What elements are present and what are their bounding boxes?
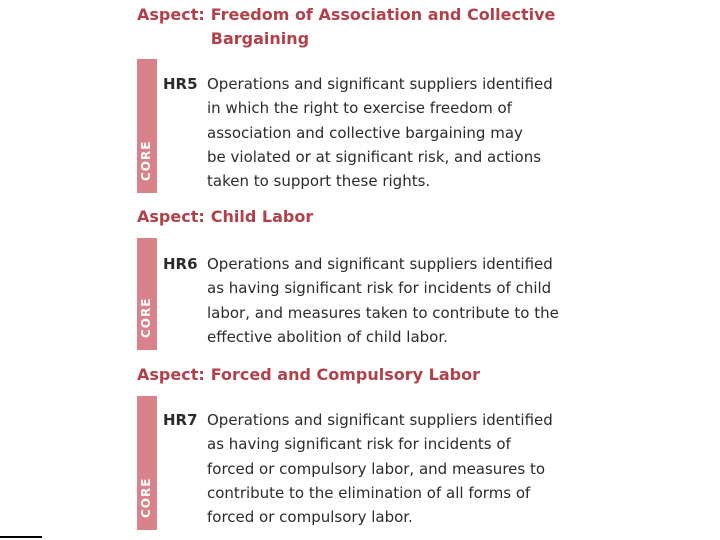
core-label: CORE bbox=[139, 140, 153, 181]
indicator-code-hr5: HR5 bbox=[163, 75, 198, 93]
aspect-label: Aspect: bbox=[137, 365, 205, 384]
aspect-name-line: Child Labor bbox=[210, 207, 314, 226]
indicator-text-line: effective abolition of child labor. bbox=[207, 327, 448, 346]
aspect-name bbox=[211, 205, 313, 229]
indicator-text-line: forced or compulsory labor. bbox=[207, 508, 413, 527]
indicator-text-line: as having significant risk for incidents of child bbox=[207, 279, 552, 298]
core-label: CORE bbox=[139, 297, 153, 338]
indicator-text-hr6 bbox=[207, 252, 559, 349]
page-divider bbox=[0, 536, 42, 538]
indicator-text-hr5 bbox=[207, 72, 553, 193]
indicator-text-line: taken to support these rights. bbox=[207, 172, 431, 191]
indicator-text-line: Operations and significant suppliers identified bbox=[207, 255, 553, 273]
core-bar bbox=[137, 59, 157, 193]
aspect-label: Aspect: bbox=[137, 5, 205, 24]
aspect-heading-forced-labor bbox=[137, 363, 480, 387]
indicator-text-line: forced or compulsory labor, and measures to bbox=[207, 459, 546, 478]
aspect-heading-freedom-of-association bbox=[137, 3, 555, 51]
core-bar bbox=[137, 238, 157, 350]
indicator-text-line: be violated or at significant risk, and actions bbox=[207, 147, 542, 166]
indicator-text-line: labor, and measures taken to contribute to the bbox=[207, 303, 559, 322]
core-label: CORE bbox=[139, 477, 153, 518]
indicator-text-line: in which the right to exercise freedom of bbox=[207, 99, 512, 118]
indicator-text-hr7 bbox=[207, 408, 553, 529]
aspect-name bbox=[211, 3, 556, 51]
aspect-heading-child-labor bbox=[137, 205, 313, 229]
aspect-name-line: Bargaining bbox=[210, 29, 310, 48]
indicator-text-line: association and collective bargaining may bbox=[207, 123, 523, 142]
aspect-label: Aspect: bbox=[137, 207, 205, 226]
indicator-text-line: contribute to the elimination of all forms of bbox=[207, 483, 531, 502]
indicator-code-hr6: HR6 bbox=[163, 255, 198, 273]
aspect-name bbox=[211, 363, 480, 387]
indicator-code-hr7: HR7 bbox=[163, 411, 198, 429]
indicator-text-line: Operations and significant suppliers identified bbox=[207, 75, 553, 93]
indicator-text-line: as having significant risk for incidents of bbox=[207, 435, 511, 454]
aspect-name-line: Forced and Compulsory Labor bbox=[210, 365, 480, 384]
indicator-text-line: Operations and significant suppliers identified bbox=[207, 411, 553, 429]
aspect-name-line: Freedom of Association and Collective bbox=[210, 5, 556, 24]
core-bar bbox=[137, 396, 157, 530]
